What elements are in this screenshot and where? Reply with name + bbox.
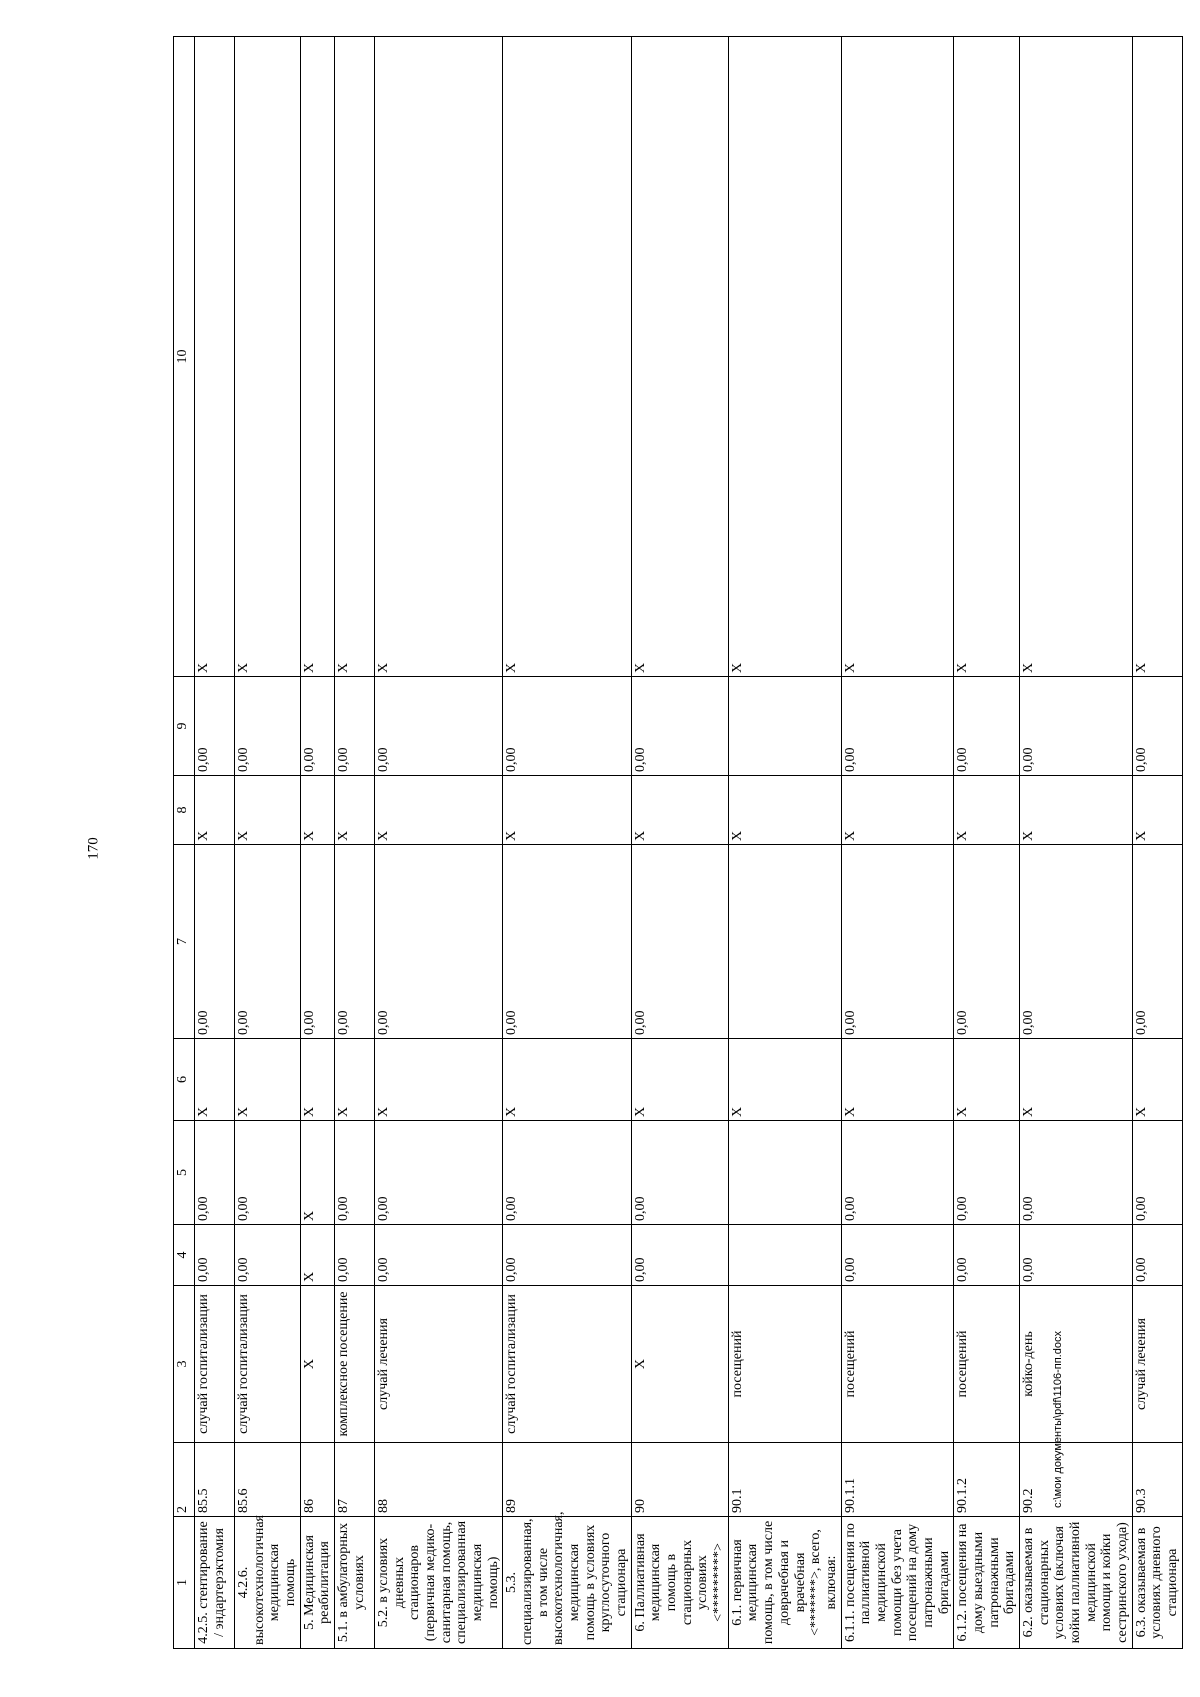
table-cell: комплексное посещение <box>335 1286 375 1443</box>
table-cell: 89 <box>503 1443 631 1517</box>
table-cell: X <box>503 1039 631 1121</box>
row-label-cell: 5.2. в условиях дневных стационаров (первичная медико-санитарная помощь, специализированная медицинская помощь) <box>375 1517 503 1649</box>
table-row <box>631 37 728 1649</box>
table-cell: X <box>841 1039 954 1121</box>
row-label-cell: 6. Паллиативная медицинская помощь в стационарных условиях <*********> <box>631 1517 728 1649</box>
table-row <box>728 37 841 1649</box>
table-cell: X <box>631 776 728 845</box>
table-cell: X <box>300 1225 334 1286</box>
table-cell: 0,00 <box>841 1225 954 1286</box>
table-cell: X <box>841 37 954 677</box>
header-cell: 6 <box>174 1039 195 1121</box>
table-cell: посещений <box>728 1286 841 1443</box>
table-cell: X <box>1019 776 1132 845</box>
table-cell: 0,00 <box>503 845 631 1039</box>
table-cell: X <box>195 37 235 677</box>
page-number: 170 <box>85 837 102 860</box>
table-cell: случай лечения <box>1132 1286 1182 1443</box>
table-cell: X <box>375 1039 503 1121</box>
row-label-cell: 5. Медицинская реабилитация <box>300 1517 334 1649</box>
table-cell: 0,00 <box>235 1121 301 1225</box>
row-label-cell: 6.1. первичная медицинская помощь, в том числе доврачебная и врачебная <*******>, всего, включая: <box>728 1517 841 1649</box>
table-cell: X <box>631 37 728 677</box>
footer-file-path: c:\мои документы\pdf\1106-пп.docx <box>1052 1331 1064 1508</box>
row-label-cell: 5.1. в амбулаторных условиях <box>335 1517 375 1649</box>
table-cell: 0,00 <box>631 1121 728 1225</box>
header-cell: 3 <box>174 1286 195 1443</box>
table-cell: 0,00 <box>1019 677 1132 776</box>
table-cell: 90 <box>631 1443 728 1517</box>
row-label-cell: 6.1.1. посещения по паллиативной медицинской помощи без учета посещений на дому патронажными бригадами <box>841 1517 954 1649</box>
table-cell <box>728 845 841 1039</box>
table-cell: 0,00 <box>375 1225 503 1286</box>
table-cell: X <box>235 1039 301 1121</box>
table-cell: 0,00 <box>1019 1225 1132 1286</box>
header-row <box>174 37 195 1649</box>
table-cell: 0,00 <box>195 1121 235 1225</box>
header-cell: 10 <box>174 37 195 677</box>
table-cell: 0,00 <box>195 845 235 1039</box>
table-cell: 0,00 <box>503 1121 631 1225</box>
table-cell: 0,00 <box>375 845 503 1039</box>
table-cell: X <box>1132 776 1182 845</box>
table-cell: 0,00 <box>335 1225 375 1286</box>
table-cell: X <box>728 1039 841 1121</box>
table-cell: X <box>235 776 301 845</box>
table-cell: 0,00 <box>195 677 235 776</box>
table-cell: X <box>954 1039 1020 1121</box>
table-cell: 0,00 <box>1132 1121 1182 1225</box>
table-cell: X <box>728 776 841 845</box>
table-cell: X <box>335 776 375 845</box>
table-cell: X <box>235 37 301 677</box>
table-cell: 85.5 <box>195 1443 235 1517</box>
table-cell: 0,00 <box>235 677 301 776</box>
table-cell: X <box>1132 1039 1182 1121</box>
table-cell: 0,00 <box>841 677 954 776</box>
table-cell: X <box>728 37 841 677</box>
table-cell: X <box>631 1039 728 1121</box>
table-cell: 88 <box>375 1443 503 1517</box>
header-cell: 8 <box>174 776 195 845</box>
table-cell: посещений <box>841 1286 954 1443</box>
table-cell: X <box>1132 37 1182 677</box>
table-cell: случай госпитализации <box>195 1286 235 1443</box>
header-cell: 7 <box>174 845 195 1039</box>
table-row <box>841 37 954 1649</box>
table-cell: 0,00 <box>631 1225 728 1286</box>
table-cell: X <box>954 37 1020 677</box>
table-cell: 85.6 <box>235 1443 301 1517</box>
table-cell: X <box>375 776 503 845</box>
table-cell: 0,00 <box>841 1121 954 1225</box>
table-cell: 0,00 <box>375 1121 503 1225</box>
data-table <box>173 36 1183 1649</box>
table-cell: 0,00 <box>335 1121 375 1225</box>
table-cell: 0,00 <box>335 677 375 776</box>
table-cell: 0,00 <box>335 845 375 1039</box>
header-cell: 5 <box>174 1121 195 1225</box>
table-cell: 0,00 <box>631 677 728 776</box>
table-cell: X <box>195 776 235 845</box>
table-cell: 0,00 <box>300 677 334 776</box>
table-cell: 86 <box>300 1443 334 1517</box>
table-cell: 0,00 <box>235 845 301 1039</box>
table-cell: койко-день <box>1019 1286 1132 1443</box>
table-cell: 0,00 <box>375 677 503 776</box>
table-row <box>954 37 1020 1649</box>
table-cell: 0,00 <box>954 1225 1020 1286</box>
table-cell: 0,00 <box>1132 1225 1182 1286</box>
row-label-cell: 6.1.2. посещения на дому выездными патронажными бригадами <box>954 1517 1020 1649</box>
table-cell: 0,00 <box>954 845 1020 1039</box>
table-cell: 0,00 <box>195 1225 235 1286</box>
table-cell: 0,00 <box>503 1225 631 1286</box>
table-cell <box>728 677 841 776</box>
table-cell: 0,00 <box>300 845 334 1039</box>
table-row <box>375 37 503 1649</box>
header-cell: 2 <box>174 1443 195 1517</box>
table-cell: X <box>300 1039 334 1121</box>
table-cell: 0,00 <box>1132 845 1182 1039</box>
row-label-cell: 6.2. оказываемая в стационарных условиях (включая койки паллиативной медицинской помощи и койки сестринского ухода) <box>1019 1517 1132 1649</box>
table-row <box>1132 37 1182 1649</box>
table-cell: 0,00 <box>954 677 1020 776</box>
table-cell: X <box>300 1286 334 1443</box>
table-cell: 90.3 <box>1132 1443 1182 1517</box>
table-cell: 0,00 <box>1019 845 1132 1039</box>
table-row <box>335 37 375 1649</box>
table-cell: 0,00 <box>235 1225 301 1286</box>
table-cell: 90.1 <box>728 1443 841 1517</box>
table-cell: X <box>631 1286 728 1443</box>
row-label-cell: 5.3. специализированная, в том числе высокотехнологичная, медицинская помощь в условиях круглосуточного стационара <box>503 1517 631 1649</box>
table-row <box>235 37 301 1649</box>
table-cell: X <box>954 776 1020 845</box>
table-row <box>300 37 334 1649</box>
table-cell: X <box>1019 37 1132 677</box>
table-row <box>1019 37 1132 1649</box>
header-cell: 9 <box>174 677 195 776</box>
row-label-cell: 4.2.6. высокотехнологичная медицинская помощь <box>235 1517 301 1649</box>
table-cell <box>728 1225 841 1286</box>
table-row <box>195 37 235 1649</box>
table-cell: 90.1.2 <box>954 1443 1020 1517</box>
table-cell: 0,00 <box>631 845 728 1039</box>
table-cell: 87 <box>335 1443 375 1517</box>
table-cell: 0,00 <box>1132 677 1182 776</box>
row-label-cell: 6.3. оказываемая в условиях дневного стационара <box>1132 1517 1182 1649</box>
row-label-cell: 4.2.5. стентирование / эндартерэктомия <box>195 1517 235 1649</box>
table-cell: X <box>300 37 334 677</box>
table-cell: X <box>300 1121 334 1225</box>
table-cell: X <box>300 776 334 845</box>
table-cell: X <box>841 776 954 845</box>
table-cell: 90.1.1 <box>841 1443 954 1517</box>
table-cell: 0,00 <box>503 677 631 776</box>
table-cell: X <box>195 1039 235 1121</box>
header-cell: 1 <box>174 1517 195 1649</box>
header-cell: 4 <box>174 1225 195 1286</box>
table-cell: X <box>335 37 375 677</box>
table-cell: посещений <box>954 1286 1020 1443</box>
table-cell: 0,00 <box>1019 1121 1132 1225</box>
table-cell: случай госпитализации <box>503 1286 631 1443</box>
table-cell: X <box>1019 1039 1132 1121</box>
table-cell: 90.2 <box>1019 1443 1132 1517</box>
table-cell: X <box>335 1039 375 1121</box>
table-cell: X <box>375 37 503 677</box>
table-cell: 0,00 <box>954 1121 1020 1225</box>
table-cell <box>728 1121 841 1225</box>
table-cell: X <box>503 37 631 677</box>
table-cell: случай лечения <box>375 1286 503 1443</box>
table-cell: случай госпитализации <box>235 1286 301 1443</box>
table-cell: X <box>503 776 631 845</box>
table-cell: 0,00 <box>841 845 954 1039</box>
table-row <box>503 37 631 1649</box>
